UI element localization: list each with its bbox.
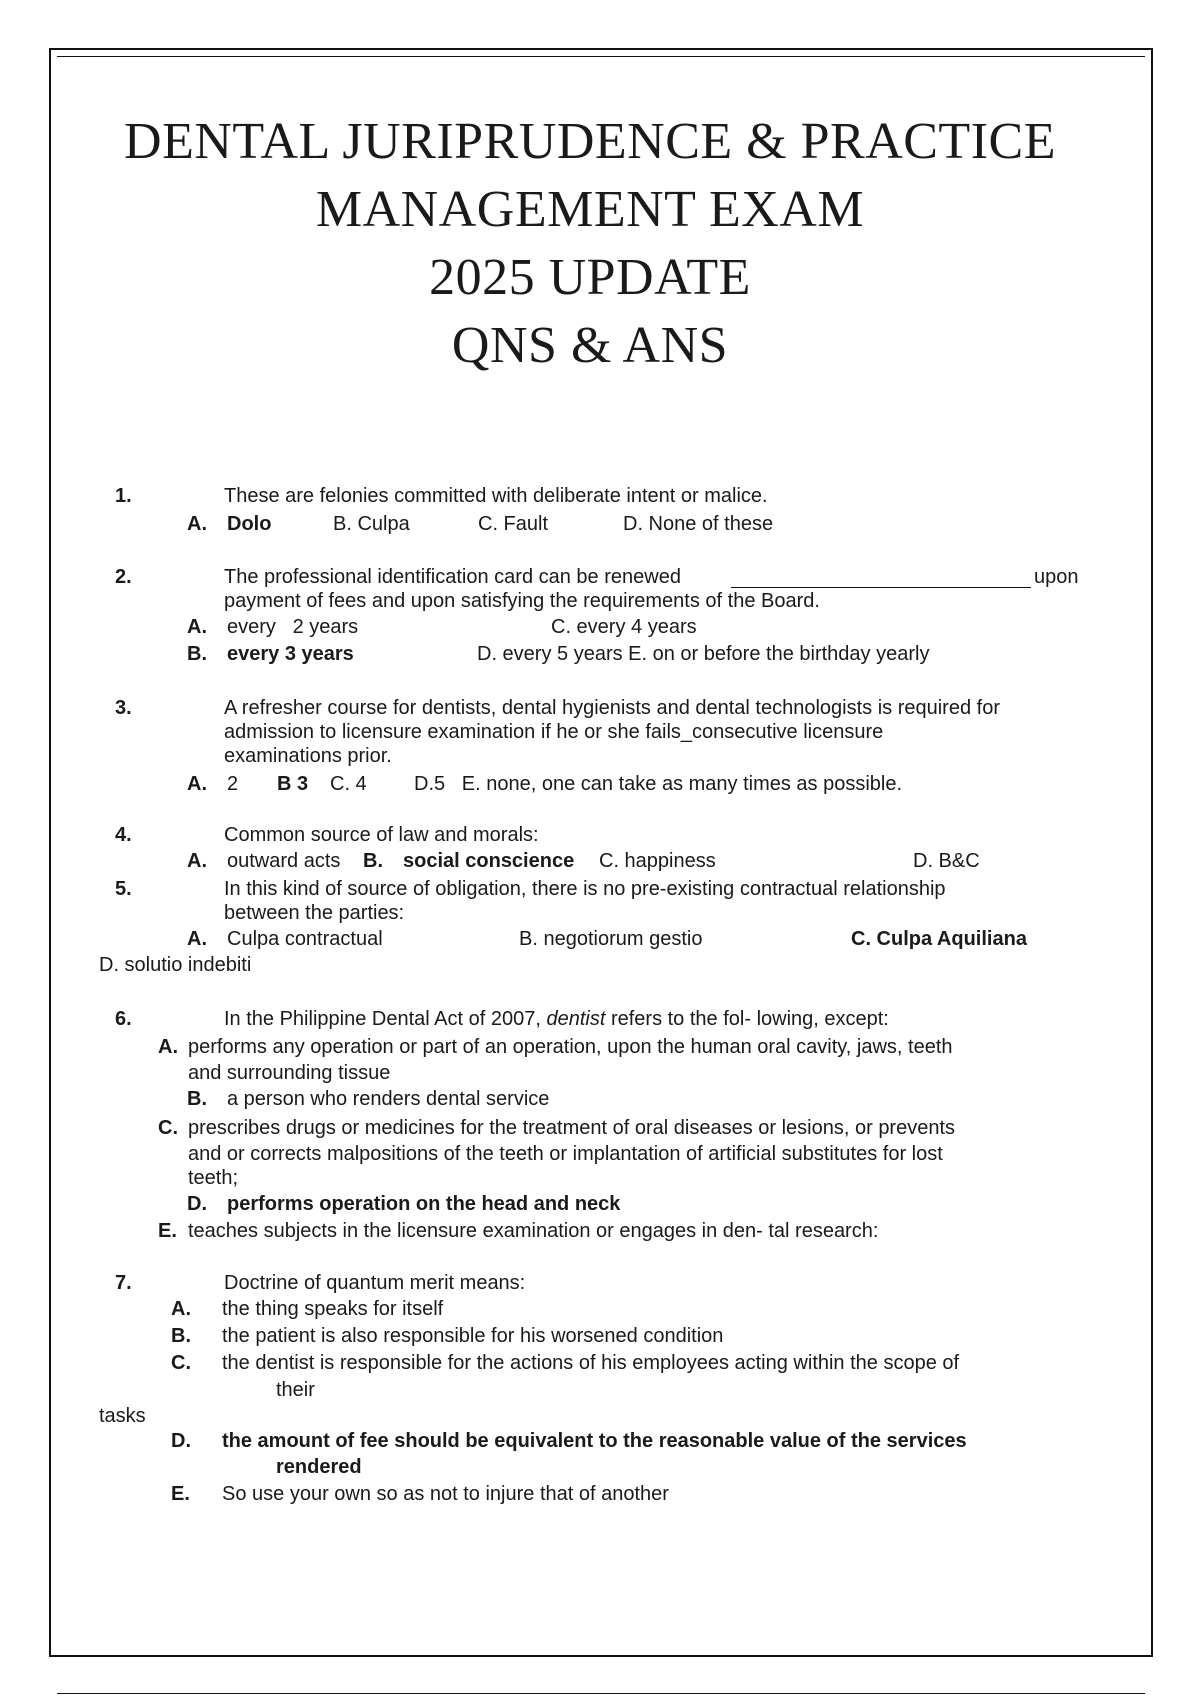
question-text: In this kind of source of obligation, there is no pre-existing contractual relationship: [224, 878, 946, 900]
option-a-answer: Dolo: [227, 513, 272, 535]
option-a: every 2 years: [227, 616, 359, 638]
question-text: The professional identification card can be renewed: [224, 566, 681, 588]
question-number: 7.: [115, 1272, 132, 1294]
question-text-part: refers to the fol- lowing, except:: [605, 1008, 889, 1030]
option-b: a person who renders dental service: [227, 1088, 550, 1110]
option-c-line: and or corrects malpositions of the teeth or implantation of artificial substitutes for lost: [188, 1143, 943, 1165]
question-number: 4.: [115, 824, 132, 846]
question-number: 2.: [115, 566, 132, 588]
option-c: C. every 4 years: [551, 616, 697, 638]
option-e: teaches subjects in the licensure examination or engages in den- tal research:: [188, 1220, 879, 1242]
question-text: Doctrine of quantum merit means:: [224, 1272, 526, 1294]
option-a-label: A.: [158, 1036, 178, 1058]
question-text-part: In the Philippine Dental Act of 2007,: [224, 1008, 547, 1030]
question-number: 6.: [115, 1008, 132, 1030]
option-e-label: E.: [171, 1483, 190, 1505]
option-a: Culpa contractual: [227, 928, 383, 950]
title-line-2: MANAGEMENT EXAM: [315, 181, 865, 238]
option-c-label: C.: [171, 1352, 191, 1374]
option-d-e: D.5 E. none, one can take as many times as possible.: [414, 773, 903, 795]
option-a-label: A.: [187, 513, 207, 535]
option-b-label: B.: [171, 1325, 191, 1347]
question-number: 1.: [115, 485, 132, 507]
option-c: C. 4: [330, 773, 367, 795]
top-inner-rule: [57, 56, 1145, 57]
option-a: outward acts: [227, 850, 341, 872]
question-text: [224, 1007, 889, 1031]
option-c-answer: C. Culpa Aquiliana: [851, 928, 1027, 950]
question-text: These are felonies committed with deliberate intent or malice.: [224, 485, 768, 507]
bottom-rule: [57, 1693, 1145, 1694]
option-d-e: D. every 5 years E. on or before the birthday yearly: [477, 643, 930, 665]
option-c-line: prescribes drugs or medicines for the treatment of oral diseases or lesions, or prevents: [188, 1117, 956, 1139]
question-number: 5.: [115, 878, 132, 900]
option-a-label: A.: [187, 928, 207, 950]
option-c-line: their: [276, 1379, 315, 1401]
question-number: 3.: [115, 697, 132, 719]
question-text-end: upon: [1034, 566, 1079, 588]
option-a-line: performs any operation or part of an operation, upon the human oral cavity, jaws, teeth: [188, 1036, 953, 1058]
option-c: C. happiness: [599, 850, 716, 872]
option-d-answer: rendered: [276, 1456, 362, 1478]
title-line-1: DENTAL JURIPRUDENCE & PRACTICE: [124, 113, 1056, 170]
option-a-line: and surrounding tissue: [188, 1062, 391, 1084]
option-a: 2: [227, 773, 239, 795]
option-a-label: A.: [187, 616, 207, 638]
option-a-label: A.: [187, 773, 207, 795]
fill-in-blank: [731, 587, 1031, 588]
option-d: D. B&C: [913, 850, 980, 872]
option-e-label: E.: [158, 1220, 177, 1242]
option-d-answer: performs operation on the head and neck: [227, 1193, 621, 1215]
option-e: So use your own so as not to injure that of another: [222, 1483, 669, 1505]
page-title: [0, 108, 1180, 380]
option-c: C. Fault: [478, 513, 549, 535]
question-text: examinations prior.: [224, 745, 392, 767]
option-c-label: C.: [158, 1117, 178, 1139]
question-text: between the parties:: [224, 902, 405, 924]
question-text: Common source of law and morals:: [224, 824, 539, 846]
option-b-answer: B 3: [277, 773, 309, 795]
option-c-line: tasks: [99, 1405, 146, 1427]
option-d-answer: the amount of fee should be equivalent to the reasonable value of the services: [222, 1430, 967, 1452]
option-b: B. negotiorum gestio: [519, 928, 703, 950]
title-line-4: QNS & ANS: [451, 317, 729, 374]
option-d: D. solutio indebiti: [99, 954, 252, 976]
question-text: A refresher course for dentists, dental hygienists and dental technologists is required for: [224, 697, 1000, 719]
option-b-label: B.: [187, 643, 207, 665]
option-b: B. Culpa: [333, 513, 410, 535]
option-d-label: D.: [171, 1430, 191, 1452]
option-d: D. None of these: [623, 513, 774, 535]
title-line-3: 2025 UPDATE: [429, 249, 751, 306]
question-text: payment of fees and upon satisfying the requirements of the Board.: [224, 590, 820, 612]
option-b-answer: social conscience: [403, 850, 575, 872]
option-b-label: B.: [187, 1088, 207, 1110]
option-a-label: A.: [187, 850, 207, 872]
option-b: the patient is also responsible for his worsened condition: [222, 1325, 724, 1347]
question-text-italic: dentist: [546, 1008, 606, 1030]
option-b-label: B.: [363, 850, 383, 872]
option-d-label: D.: [187, 1193, 207, 1215]
option-b-answer: every 3 years: [227, 643, 354, 665]
option-a-label: A.: [171, 1298, 191, 1320]
option-a: the thing speaks for itself: [222, 1298, 444, 1320]
option-c-line: teeth;: [188, 1167, 239, 1189]
question-text: admission to licensure examination if he or she fails_consecutive licensure: [224, 721, 884, 743]
option-c-line: the dentist is responsible for the actions of his employees acting within the scope of: [222, 1352, 960, 1374]
